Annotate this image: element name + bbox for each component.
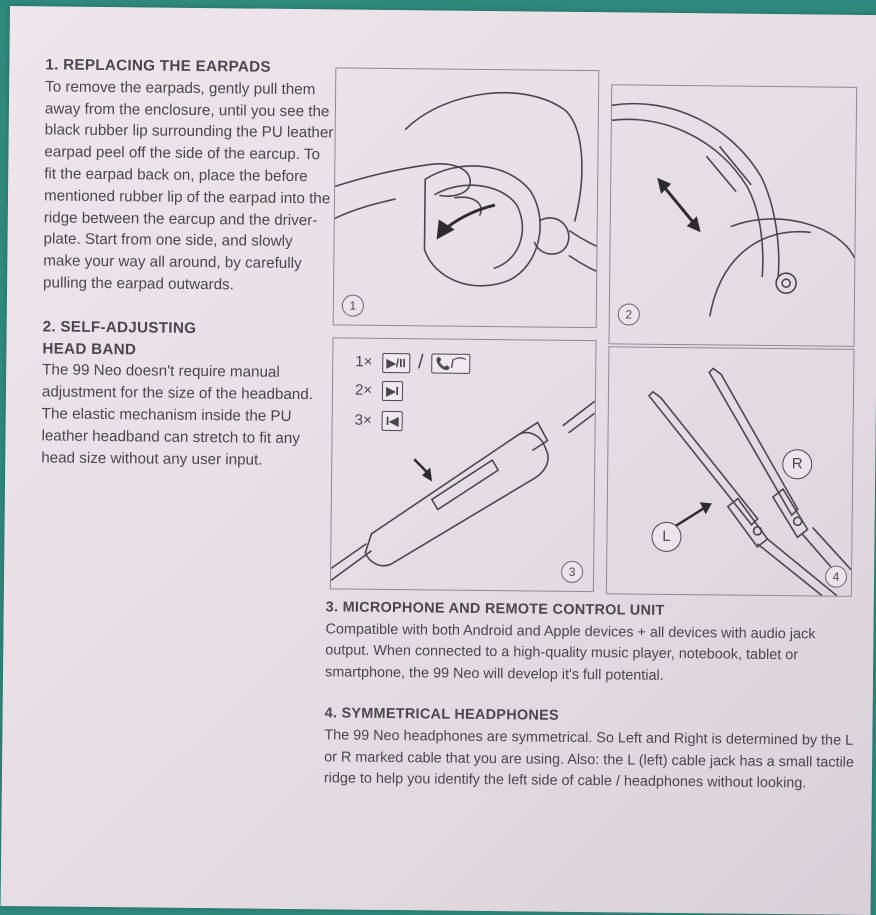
section1-heading: 1. REPLACING THE EARPADS <box>45 56 271 76</box>
press-count-1: 1× <box>355 353 373 371</box>
section-replacing-earpads <box>43 54 335 297</box>
next-track-icon: ▶I <box>382 381 403 401</box>
headband-illustration <box>610 85 857 346</box>
section-microphone-remote <box>325 597 856 689</box>
section3-heading: 3. MICROPHONE AND REMOTE CONTROL UNIT <box>325 599 665 619</box>
play-pause-icon: ▶/II <box>382 352 409 372</box>
bottom-text-column <box>324 597 856 795</box>
section1-body: To remove the earpads, gently pull them away from the enclosure, until you see the black rubber lip surrounding the PU leather earpad peel off the side of the earcup. To fit the earpad back on, place the before mentioned rubber lip of the earpad into the ridge between the earcup and the driver-plate. Start from one side, and slowly make your way all around, by carefully pulling the earpad outwards. <box>43 78 334 294</box>
right-cable-badge: R <box>782 449 812 479</box>
instruction-sheet <box>1 6 876 915</box>
call-answer-end-icon: 📞/⌒ <box>432 353 470 373</box>
section-self-adjusting-headband <box>41 316 333 472</box>
illustration-panel-cables <box>606 346 855 597</box>
section3-body: Compatible with both Android and Apple devices + all devices with audio jack output. When connected to a high-quality music player, notebook, tablet or smartphone, the 99 Neo will develop it's full potential. <box>324 620 816 684</box>
panel-number-2: 2 <box>618 303 640 325</box>
section2-body: The 99 Neo doesn't require manual adjustment for the size of the headband. The elastic mechanism inside the PU leather headband can stretch to fit any head size without any user input. <box>41 361 314 469</box>
press-count-3: 3× <box>354 411 372 429</box>
illustration-panel-earpad <box>333 67 600 328</box>
section2-heading-line2: HEAD BAND <box>42 339 137 358</box>
panel-number-3: 3 <box>561 561 583 583</box>
illustration-panel-headband <box>608 84 857 347</box>
illustration-panel-remote <box>330 337 597 592</box>
section2-heading-line1: 2. SELF-ADJUSTING <box>42 318 197 337</box>
previous-track-icon: I◀ <box>382 411 403 431</box>
slash-separator: / <box>417 351 424 374</box>
panel-number-4: 4 <box>825 566 847 588</box>
press-count-2: 2× <box>354 381 373 399</box>
remote-cable-illustration <box>331 338 596 591</box>
lr-cables-illustration <box>607 347 854 596</box>
section4-heading: 4. SYMMETRICAL HEADPHONES <box>324 705 560 725</box>
section4-body: The 99 Neo headphones are symmetrical. So Left and Right is determined by the L or R marked cable that you are using. Also: the L (left) cable jack has a small tactile ridge to help you identify the left side of cable / headphones without looking. <box>323 727 854 792</box>
earpad-hand-illustration <box>334 68 599 327</box>
section-symmetrical-headphones <box>324 704 855 796</box>
left-text-column <box>41 54 335 471</box>
panel-number-1: 1 <box>342 294 364 316</box>
left-cable-badge: L <box>651 522 681 552</box>
